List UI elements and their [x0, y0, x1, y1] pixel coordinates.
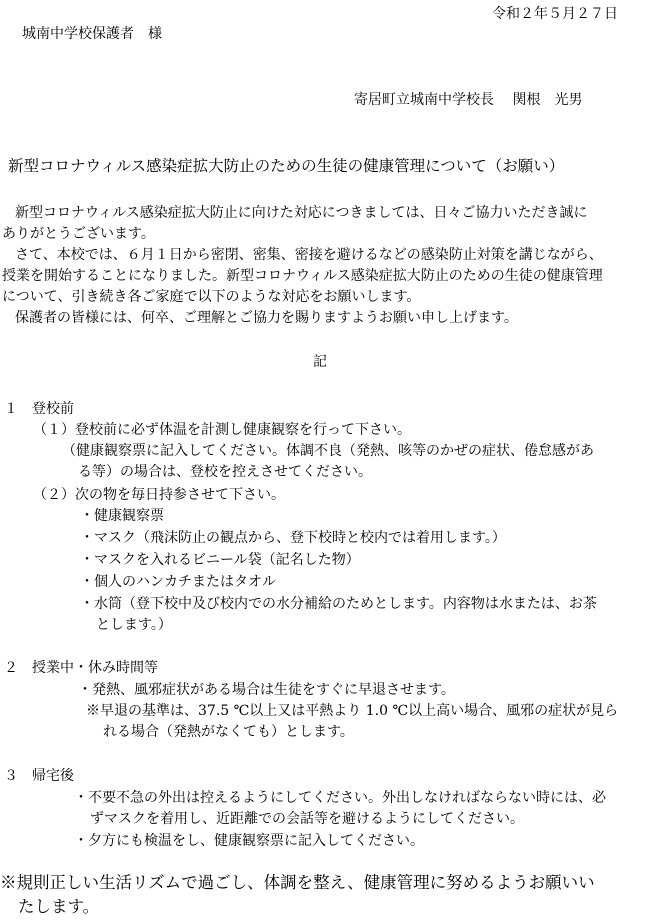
recipient-line: 城南中学校保護者 様 — [22, 26, 162, 42]
ki-marker: 記 — [313, 354, 327, 370]
closing-line-2: たします。 — [18, 897, 100, 916]
section1-item1-note-line2: る等）の場合は、登校を控えさせてください。 — [78, 464, 372, 480]
intro-line-6: 保護者の皆様には、何卒、ご理解とご協力を賜りますようお願い申し上げます。 — [15, 310, 518, 326]
intro-line-3: さて、本校では、６月１日から密閉、密集、密接を避けるなどの感染防止対策を講じながら、 — [15, 247, 603, 263]
document-title: 新型コロナウィルス感染症拡大防止のための生徒の健康管理について（お願い） — [8, 157, 565, 175]
intro-line-2: ありがとうございます。 — [2, 226, 155, 242]
intro-line-5: について、引き続き各ご家庭で以下のような対応をお願いします。 — [2, 289, 421, 305]
list-item: ・マスク（飛沫防止の観点から、登下校時と校内では着用します。） — [80, 530, 506, 546]
section1-item2: （２）次の物を毎日持参させて下さい。 — [33, 487, 285, 503]
closing-line-1: ※規則正しい生活リズムで過ごし、体調を整え、健康管理に努めるようお願いい — [0, 873, 595, 892]
list-item: ・健康観察票 — [80, 508, 164, 524]
intro-line-4: 授業を開始することになりました。新型コロナウィルス感染症拡大防止のための生徒の健康管理 — [2, 268, 603, 284]
section2-item2-line1: ※早退の基準は、37.5 ℃以上又は平熱より 1.0 ℃以上高い場合、風邪の症状が見ら — [86, 703, 619, 719]
section3-item1-line2: ずマスクを着用し、近距離での会話等を避けるようにしてください。 — [90, 811, 524, 827]
section2-item1: ・発熱、風邪症状がある場合は生徒をすぐに早退させます。 — [78, 682, 455, 698]
section2-heading: ２ 授業中・休み時間等 — [4, 660, 158, 676]
intro-line-1: 新型コロナウィルス感染症拡大防止に向けた対応につきましては、日々ご協力いただき誠に — [15, 205, 588, 221]
list-item-continuation: とします。） — [96, 617, 172, 633]
sender-line: 寄居町立城南中学校長 関根 光男 — [354, 92, 583, 108]
section2-item2-line2: れる場合（発熱がなくても）とします。 — [103, 724, 354, 740]
list-item: ・マスクを入れるビニール袋（記名した物） — [80, 552, 360, 568]
document-date: 令和２年５月２７日 — [492, 6, 618, 22]
section3-item1-line1: ・不要不急の外出は控えるようにしてください。外出しなければならない時には、必 — [74, 790, 606, 806]
section1-item1: （１）登校前に必ず体温を計測し健康観察を行って下さい。 — [33, 422, 411, 438]
section1-heading: １ 登校前 — [4, 401, 74, 417]
list-item: ・水筒（登下校中及び校内での水分補給のためとします。内容物は水または、お茶 — [80, 596, 597, 612]
section3-item2: ・夕方にも検温をし、健康観察票に記入してください。 — [74, 833, 424, 849]
section1-item1-note-line1: （健康観察票に記入してください。体調不良（発熱、咳等のかぜの症状、倦怠感があ — [62, 443, 594, 459]
section3-heading: ３ 帰宅後 — [4, 768, 74, 784]
list-item: ・個人のハンカチまたはタオル — [80, 574, 276, 590]
